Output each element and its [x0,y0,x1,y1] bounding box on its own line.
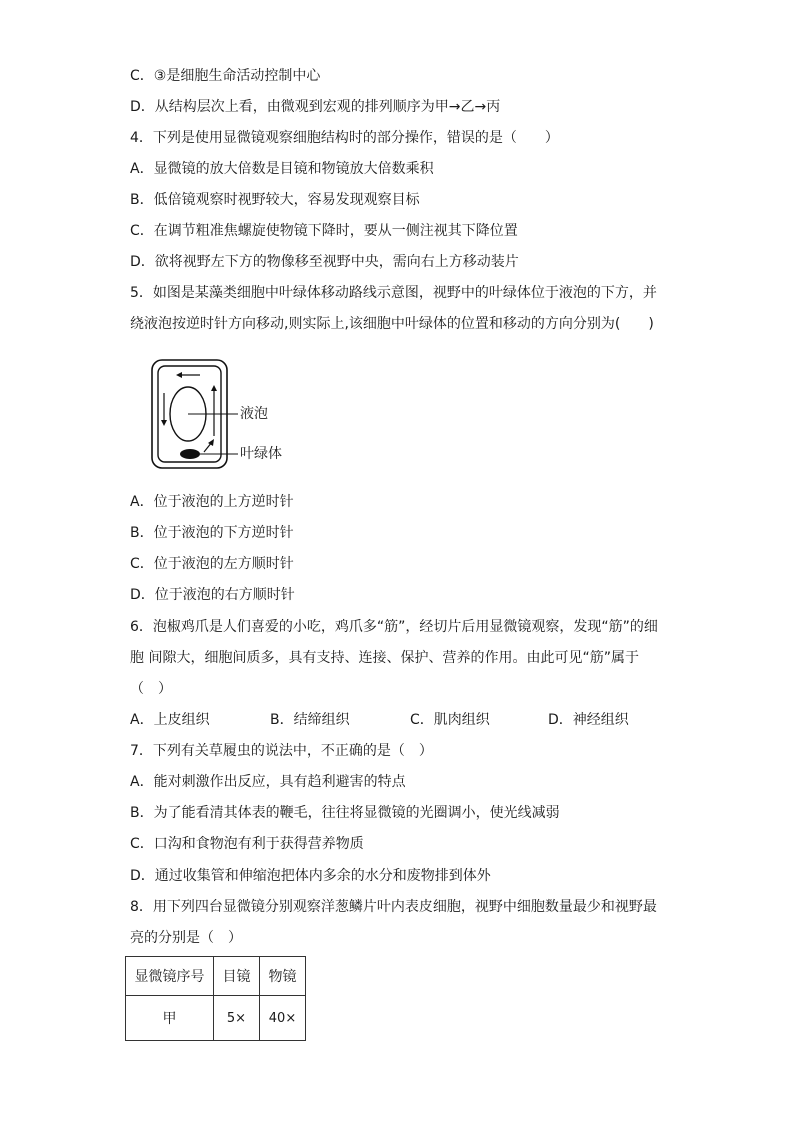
table-row [126,996,306,1041]
q4-option-b: B．低倍镜观察时视野较大，容易发现观察目标 [130,192,420,208]
q5-stem-line2: 绕液泡按逆时针方向移动,则实际上,该细胞中叶绿体的位置和移动的方向分别为( ) [130,316,654,332]
label-vacuole: 液泡 [240,406,268,422]
arrow-head-top [176,372,182,378]
table-header-cell: 物镜 [260,957,306,996]
q6-option-d: D．神经组织 [548,712,629,728]
q5-option-a: A．位于液泡的上方逆时针 [130,494,294,510]
table-header-cell: 显微镜序号 [126,957,214,996]
q8-stem-line1: 8．用下列四台显微镜分别观察洋葱鳞片叶内表皮细胞，视野中细胞数量最少和视野最 [130,899,657,915]
q6-option-b: B．结缔组织 [270,712,350,728]
q7-option-c: C．口沟和食物泡有利于获得营养物质 [130,836,364,852]
table-cell: 甲 [126,996,214,1041]
q6-stem-line3: （ ） [130,681,172,697]
arrow-head-left [161,420,167,426]
q5-stem-line1: 5．如图是某藻类细胞中叶绿体移动路线示意图，视野中的叶绿体位于液泡的下方，并 [130,285,657,301]
q8-stem-line2: 亮的分别是（ ） [130,930,242,946]
q4-stem: 4．下列是使用显微镜观察细胞结构时的部分操作，错误的是（ ） [130,130,559,146]
q5-option-d: D．位于液泡的右方顺时针 [130,587,295,603]
arrow-head-right [211,385,217,391]
q6-stem-line2: 胞 间隙大，细胞间质多，具有支持、连接、保护、营养的作用。由此可见“筋”属于 [130,650,639,666]
table-cell: 5× [214,996,260,1041]
microscope-table [125,956,306,1041]
q4-option-c: C．在调节粗准焦螺旋使物镜下降时，要从一侧注视其下降位置 [130,223,518,239]
q6-option-a: A．上皮组织 [130,712,210,728]
q6-stem-line1: 6．泡椒鸡爪是人们喜爱的小吃，鸡爪多“筋”，经切片后用显微镜观察，发现“筋”的细 [130,619,658,635]
chloroplast [180,449,200,459]
q7-option-b: B．为了能看清其体表的鞭毛，往往将显微镜的光圈调小，使光线减弱 [130,805,560,821]
table-cell: 40× [260,996,306,1041]
q4-option-d: D．欲将视野左下方的物像移至视野中央，需向右上方移动装片 [130,254,519,270]
table-header-row [126,957,306,996]
q7-option-a: A．能对刺激作出反应，具有趋利避害的特点 [130,774,406,790]
q4-option-a: A．显微镜的放大倍数是目镜和物镜放大倍数乘积 [130,161,434,177]
q7-stem: 7．下列有关草履虫的说法中，不正确的是（ ） [130,743,433,759]
q6-option-c: C．肌肉组织 [410,712,490,728]
label-chloroplast: 叶绿体 [240,446,282,462]
q5-option-b: B．位于液泡的下方逆时针 [130,525,294,541]
q7-option-d: D．通过收集管和伸缩泡把体内多余的水分和废物排到体外 [130,868,491,884]
q5-option-c: C．位于液泡的左方顺时针 [130,556,294,572]
table-header-cell: 目镜 [214,957,260,996]
q3-option-c: C．③是细胞生命活动控制中心 [130,68,321,84]
chloroplast-movement-diagram [150,358,310,473]
q3-option-d: D．从结构层次上看，由微观到宏观的排列顺序为甲→乙→丙 [130,99,501,115]
